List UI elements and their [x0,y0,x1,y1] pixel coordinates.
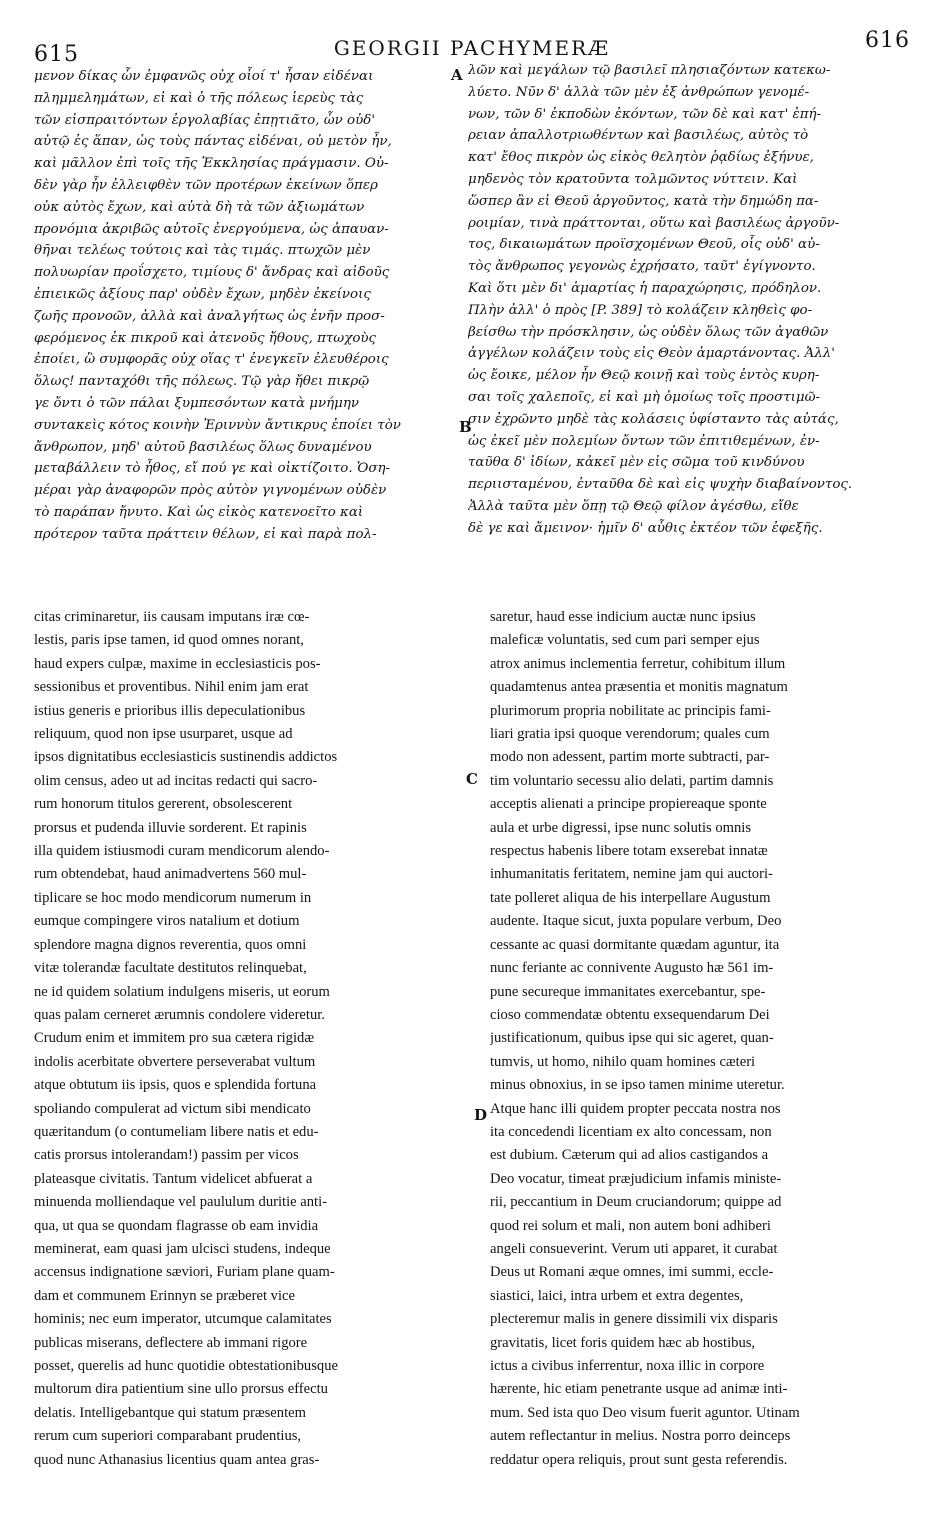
text-line: illa quidem istiusmodi curam mendicorum alendo- [34,843,330,860]
text-line: ὅλως! πανταχόθι τῆς πόλεως. Τῷ γὰρ ἤθει πικρῷ [34,374,370,390]
text-line: prorsus et pudenda illuvie sorderent. Et rapinis [34,819,307,836]
text-line: ipsos dignitatibus ecclesiasticis sustinendis addictos [34,749,338,766]
greek-column-left [34,66,459,546]
text-line: ἀγγέλων κολάζειν τοὺς εἰς Θεὸν ἁμαρτάνοντας. Ἀλλ' [468,346,835,362]
text-line: est dubium. Cæterum qui ad alios castigandos a [490,1147,769,1164]
text-line: reliquum, quod non ipse usurparet, usque ad [34,726,293,743]
margin-letter-a: A [451,66,463,84]
text-line: inhumanitatis feritatem, nemine jam qui auctori- [490,866,773,883]
text-line: τος, δικαιωμάτων προϊσχομένων Θεοῦ, οἷς οὐδ' αὐ- [468,237,820,253]
text-line: θῆναι τελέως τούτοις καὶ τὰς τιμάς. πτωχῶν μὲν [34,243,371,259]
text-line: αὐτῷ ἐς ἅπαν, ὡς τοὺς πάντας εἰδέναι, οὐ μετὸν ἦν, [34,134,392,150]
text-line: hominis; nec eum imperator, utcumque calamitates [34,1311,332,1328]
text-line: plateasque civitatis. Tantum videlicet abfuerat a [34,1170,313,1187]
text-line: προνόμια ἀκριβῶς αὐτοῖς ἐνεργούμενα, ὡς ἀπαυαν- [34,221,389,237]
text-line: modo non adessent, partim morte subtracti, par- [490,749,770,766]
text-line: ne id quidem solatium indulgens miseris, ut eorum [34,983,330,1000]
page-header [34,28,910,67]
text-line: ζωῆς προνοῶν, ἀλλὰ καὶ ἀναλγήτως ὡς ἐνῆν προσ- [34,308,385,324]
text-line: respectus habenis libere totam exserebat innatæ [490,843,768,860]
text-line: λῶν καὶ μεγάλων τῷ βασιλεῖ πλησιαζόντων κατεκω- [468,63,831,78]
text-line: publicas miserans, deflectere ab immani rigore [34,1334,308,1351]
text-line: ἐπιεικῶς ἀξίους παρ' οὐδὲν ἔχων, μηδὲν ἐκείνοις [34,286,371,302]
text-line: Atque hanc illi quidem propter peccata nostra nos [490,1100,781,1117]
text-line: spoliando compulerat ad victum sibi mendicato [34,1100,311,1117]
text-line: vitæ tolerandæ facultate destitutos relinquebat, [34,960,307,977]
text-line: meminerat, eam quasi jam ulcisci studens, indeque [34,1240,331,1257]
text-line: saretur, haud esse indicium auctæ nunc ipsius [490,609,756,625]
text-line: μενον δίκας ὧν ἐμφανῶς οὐχ οἷοί τ' ἦσαν εἰδέναι [34,69,374,84]
text-line: splendore magna dignos reverentia, quos omni [34,936,307,953]
text-line: Deo vocatur, timeat præjudicium infamis ministe- [490,1170,782,1187]
margin-letter-c: C [466,770,478,788]
text-line: μέραι γὰρ ἀναφορῶν πρὸς αὐτὸν γιγνομένων οὐδὲν [34,483,387,499]
text-line: γε ὄντι ὁ τῶν πάλαι ξυμπεσόντων κατὰ μνήμην [34,395,360,411]
text-line: citas criminaretur, iis causam imputans iræ cœ- [34,609,310,625]
text-line: plecteremur malis in genere dissimili vix disparis [490,1311,778,1328]
text-line: τὸς ἄνθρωπος γεγονὼς ἐχρήσατο, ταῦτ' ἐγίγνοντο. [468,259,816,275]
text-line: ἐποίει, ὢ συμφορᾶς οὐχ οἵας τ' ἐνεγκεῖν ἐλευθέροις [34,352,389,368]
margin-letter-d: D [474,1106,488,1124]
text-line: φερόμενος ἐκ πικροῦ καὶ ἀτενοῦς ἤθους, πτωχοὺς [34,330,377,346]
text-line: καὶ μᾶλλον ἐπὶ τοῖς τῆς Ἐκκλησίας πράγμασιν. Οὐ- [34,156,389,172]
text-line: minus obnoxius, in se ipso tamen minime uteretur. [490,1077,785,1094]
text-line: atrox animus inclementia ferretur, cohibitum illum [490,655,786,672]
text-line: siastici, laici, intra urbem et extra degentes, [490,1287,744,1304]
text-line: nunc feriante ac connivente Augusto hæ 561 im- [490,960,774,977]
text-line: dam et communem Erinnyn se præberet vice [34,1287,295,1304]
latin-column-left [34,606,459,1472]
text-line: συντακεὶς κότος κοινὴν Ἐριννὺν ἄντικρυς ἐποίει τὸν [34,417,401,433]
page-number-left: 615 [34,42,79,67]
text-line: rum obtendebat, haud animadvertens 560 mul- [34,866,307,883]
text-line: hærente, hic etiam penetrante usque ad animæ inti- [490,1381,788,1398]
text-line: mum. Sed ista quo Deo visum fuerit aguntor. Utinam [490,1404,800,1421]
text-line: cessante ac quasi dormitante quædam aguntur, ita [490,936,780,953]
latin-column-right [490,606,908,1472]
text-line: νων, τῶν δ' ἐκποδὼν ἐκόντων, τῶν δὲ καὶ κατ' ἐπή- [468,106,822,122]
text-line: angeli consueverint. Verum uti apparet, it curabat [490,1240,778,1257]
text-line: posset, querelis ad hunc quotidie obtestationibusque [34,1358,338,1374]
text-line: Deus ut Romani æque omnes, imi summi, eccle- [490,1264,774,1281]
text-line: quæritandum (o contumeliam libere natis et edu- [34,1123,319,1140]
text-line: cioso commendatæ obtentu exsequendarum Dei [490,1006,770,1023]
text-line: indolis acerbitate obvertere perseverabat vultum [34,1053,316,1070]
text-line: δὲ γε καὶ ἄμεινον· ἡμῖν δ' αὖθις ἐκτέον τῶν ἐφεξῆς. [468,520,823,536]
text-line: quod rei solum et mali, non autem boni adhiberi [490,1217,771,1234]
text-line: Ἀλλὰ ταῦτα μὲν ὅπῃ τῷ Θεῷ φίλον ἀγέσθω, εἴθε [468,498,799,514]
text-line: maleficæ voluntatis, sed cum pari semper ejus [490,632,760,649]
text-line: πλημμελημάτων, εἰ καὶ ὁ τῆς πόλεως ἱερεὺς τὰς [34,90,364,106]
text-line: τὸ παράπαν ἤνυτο. Καὶ ὡς εἰκὸς κατενοεῖτο καὶ [34,504,364,520]
text-line: tumvis, ut homo, nihilo quam homines cæteri [490,1053,756,1070]
text-line: πολυωρίαν προΐσχετο, τιμίους δ' ἄνδρας καὶ αἰδοῦς [34,265,390,281]
text-line: πρότερον ταῦτα πράττειν θέλων, εἰ καὶ παρὰ πολ- [34,526,377,542]
text-line: ὥσπερ ἂν εἰ Θεοῦ ἀργοῦντος, κατὰ τὴν δημώδη πα- [468,193,819,209]
text-line: Καὶ ὅτι μὲν δι' ἁμαρτίας ἡ παραχώρησις, πρόδηλον. [468,280,822,296]
text-line: reddatur opera reliquis, prout sunt gesta referendis. [490,1451,788,1468]
text-line: quadamtenus antea præsentia et monitis magnatum [490,679,788,696]
text-line: τῶν εἰσπραιτόντων ἐργολαβίας ἐπῃτιᾶτο, ὧν οὐδ' [34,112,375,128]
text-line: Πλὴν ἀλλ' ὁ πρὸς [P. 389] τὸ κολάζειν κληθεὶς φο- [468,302,813,318]
text-line: σιν ἐχρῶντο μηδὲ τὰς κολάσεις ὑφίσταντο τὰς αὐτάς, [468,411,839,427]
text-line: accensus indignatione sæviori, Furiam plane quam- [34,1264,335,1281]
text-line: multorum dira patientium sine ullo prorsus effectu [34,1381,328,1398]
text-line: οὐκ αὐτὸς ἔχων, καὶ αὐτὰ δὴ τὰ τῶν ἀξιωμάτων [34,199,365,215]
text-line: atque obtutum iis ipsis, quos e splendida fortuna [34,1077,317,1094]
text-line: plurimorum propria nobilitate ac principis fami- [490,702,771,719]
text-line: acceptis alienati a principe propiereaque sponte [490,796,767,813]
text-line: Crudum enim et immitem pro sua cætera rigidæ [34,1030,315,1047]
text-line: qua, ut qua se quondam flagrasse ob eam invidia [34,1217,319,1234]
text-line: aula et urbe digressi, ipse nunc solutis omnis [490,819,752,836]
text-line: tim voluntario secessu alio delati, partim damnis [490,772,774,789]
greek-column-right [468,60,908,540]
text-line: δὲν γὰρ ἦν ἐλλειφθὲν τῶν προτέρων ἐκείνων ὅπερ [34,177,378,193]
text-line: ita concedendi licentiam ex alto concessam, non [490,1123,772,1140]
text-line: ἄνθρωπον, μηδ' αὐτοῦ βασιλέως ὅλως δυναμένου [34,439,372,455]
text-line: justificationum, quibus ipse qui sic ageret, quan- [490,1030,774,1047]
text-line: audente. Itaque sicut, juxta populare verbum, Deo [490,913,782,930]
text-line: κατ' ἔθος πικρὸν ὡς εἰκὸς θελητὸν ῥᾳδίως ἐξήνυε, [468,150,814,166]
text-line: minuenda molliendaque vel paululum duritie anti- [34,1194,328,1211]
running-title: GEORGII PACHYMERÆ [333,36,611,60]
text-line: ictus a civibus inferrentur, noxa illic in corpore [490,1358,765,1374]
text-line: ὡς ἐκεῖ μὲν πολεμίων ὄντων τῶν ἐπιτιθεμένων, ἐν- [468,433,820,449]
text-line: ταῦθα δ' ἰδίων, κἀκεῖ μὲν εἰς σῶμα τοῦ κινδύνου [468,455,805,471]
text-line: μηδενὸς τὸν κρατοῦντα τολμῶντος νύττειν. Καὶ [468,171,798,187]
page-number-right: 616 [865,28,910,53]
text-line: ρειαν ἀπαλλοτριωθέντων καὶ βασιλέως, αὐτὸς τὸ [468,128,809,144]
text-line: lestis, paris ipse tamen, id quod omnes norant, [34,632,304,649]
text-line: λύετο. Νῦν δ' ἀλλὰ τῶν μὲν ἐξ ἀνθρώπων γενομέ- [468,84,810,100]
text-line: tate polleret aliqua de his interpellare Augustum [490,889,771,906]
text-line: gravitatis, licet foris quidem hæc ab hostibus, [490,1334,756,1351]
text-line: rerum cum superiori comparabant prudentius, [34,1428,302,1445]
text-line: delatis. Intelligebantque qui statum præsentem [34,1404,306,1421]
text-line: haud expers culpæ, maxime in ecclesiasticis pos- [34,655,321,672]
text-line: liari gratia ipsi quoque verendorum; quales cum [490,726,770,743]
text-line: pune secureque immanitates exercebantur, spe- [490,983,766,1000]
text-line: autem reflectantur in melius. Nostra porro deinceps [490,1428,791,1445]
text-line: quod nunc Athanasius licentius quam antea gras- [34,1451,320,1468]
text-line: eumque compingere viros natalium et dotium [34,913,300,930]
text-line: quas palam cerneret ærumnis condolere videretur. [34,1006,325,1023]
text-line: μεταβάλλειν τὸ ἦθος, εἴ πού γε καὶ οἰκτίζοιτο. Ὁση- [34,461,391,477]
text-line: περιισταμένου, ἐνταῦθα δὲ καὶ εἰς ψυχὴν διαβαίνοντος. [468,477,853,493]
text-line: rum honorum titulos gererent, obsolescerent [34,796,293,813]
text-line: tiplicare se hoc modo mendicorum numerum in [34,889,312,906]
text-line: olim census, adeo ut ad incitas redacti qui sacro- [34,772,318,789]
text-line: catis prorsus intolerandam!) passim per vicos [34,1147,299,1164]
margin-letter-b: B [459,418,472,436]
text-line: βείσθω τὴν πρόσκλησιν, ὡς οὐδὲν ὅλως τῶν ἀγαθῶν [468,324,829,340]
text-line: istius generis e prioribus illis depeculationibus [34,702,306,719]
text-line: sessionibus et proventibus. Nihil enim jam erat [34,679,309,696]
text-line: ροιμίαν, τινὰ πράττονται, οὕτω καὶ βασιλέως ἀργοῦν- [468,215,840,231]
text-line: σαι τοῖς χαλεποῖς, εἰ καὶ μὴ ὁμοίως τοῖς προστιμῶ- [468,389,821,405]
text-line: ὡς ἔοικε, μέλον ἦν Θεῷ κοινῇ καὶ τοὺς ἐντὸς κυρη- [468,368,820,384]
text-line: rii, peccantium in Deum cruciandorum; quippe ad [490,1194,782,1211]
